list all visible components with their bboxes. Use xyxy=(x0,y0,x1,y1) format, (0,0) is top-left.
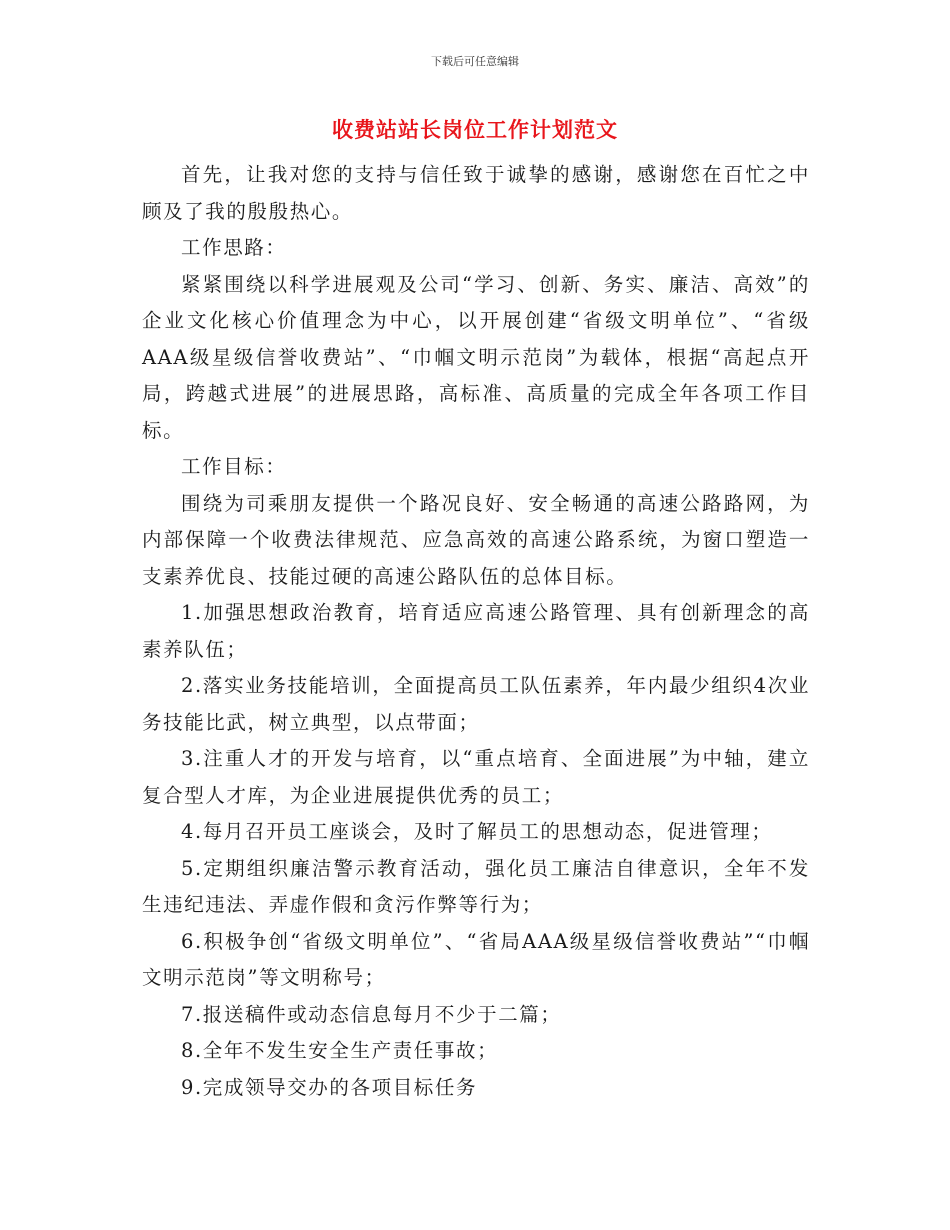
paragraph-work-approach: 紧紧围绕以科学进展观及公司“学习、创新、务实、廉洁、高效”的企业文化核心价值理念为中心，以开展创建“省级文明单位”、“省级AAA级星级信誉收费站”、“巾帼文明示范岗”为载体，根据“高起点开局，跨越式进展”的进展思路，高标准、高质量的完成全年各项工作目标。 xyxy=(142,272,810,442)
heading-work-approach: 工作思路： xyxy=(181,236,287,259)
goal-item-5: 5.定期组织廉洁警示教育活动，强化员工廉洁自律意识，全年不发生违纪违法、弄虚作假和贪污作弊等行为； xyxy=(142,856,810,916)
paragraph-intro: 首先，让我对您的支持与信任致于诚挚的感谢，感谢您在百忙之中顾及了我的殷殷热心。 xyxy=(142,163,810,223)
heading-work-goals: 工作目标： xyxy=(181,455,287,478)
goal-item-7: 7.报送稿件或动态信息每月不少于二篇； xyxy=(181,1002,562,1026)
goal-item-6: 6.积极争创“省级文明单位”、“省局AAA级星级信誉收费站”“巾帼文明示范岗”等文明称号； xyxy=(142,929,810,989)
goal-item-8: 8.全年不发生安全生产责任事故； xyxy=(181,1039,499,1062)
goal-item-4: 4.每月召开员工座谈会，及时了解员工的思想动态，促进管理； xyxy=(181,820,773,843)
goal-item-3: 3.注重人才的开发与培育，以“重点培育、全面进展”为中轴，建立复合型人才库，为企业进展提供优秀的员工； xyxy=(142,747,810,807)
page-header: 下载后可任意编辑 xyxy=(431,55,519,68)
goal-item-9: 9.完成领导交办的各项目标任务 xyxy=(181,1075,478,1099)
goal-item-1: 1.加强思想政治教育，培育适应高速公路管理、具有创新理念的高素养队伍； xyxy=(142,601,810,661)
goal-item-2: 2.落实业务技能培训，全面提高员工队伍素养，年内最少组织4次业务技能比武，树立典型，以点带面； xyxy=(142,674,810,734)
paragraph-work-goals: 围绕为司乘朋友提供一个路况良好、安全畅通的高速公路路网，为内部保障一个收费法律规范、应急高效的高速公路系统，为窗口塑造一支素养优良、技能过硬的高速公路队伍的总体目标。 xyxy=(142,491,810,588)
document-title: 收费站站长岗位工作计划范文 xyxy=(332,118,618,142)
document-body xyxy=(142,157,810,1106)
